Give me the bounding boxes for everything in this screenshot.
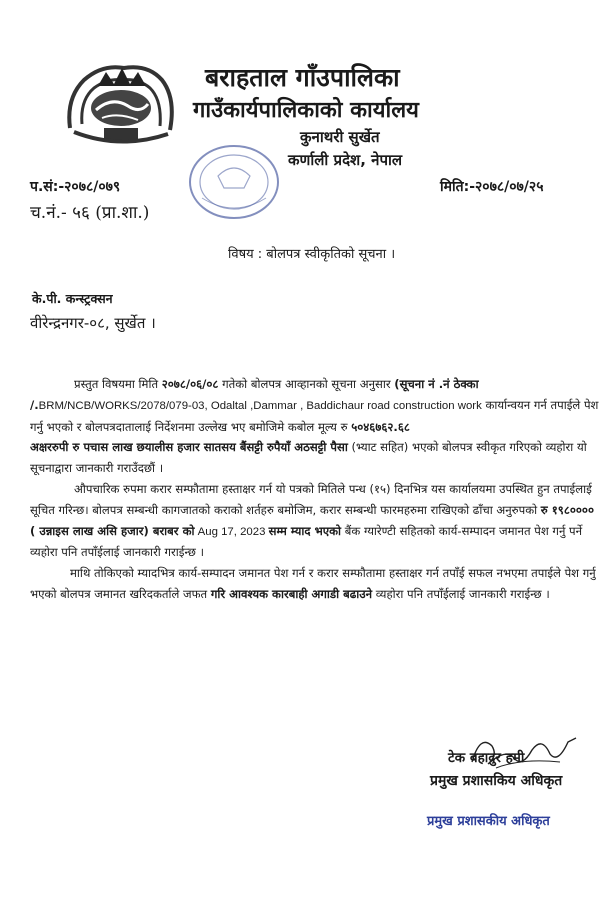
paragraph-acceptance: [30, 374, 602, 479]
bid-amount: ५०४६७६२.६८: [351, 419, 410, 434]
vat-note: (भ्याट सहित): [347, 440, 409, 455]
text: प्रस्तुत विषयमा मिति: [74, 377, 162, 391]
office-location: कुनाथरी सुर्खेत: [300, 128, 380, 146]
office-name: गाउँकार्यपालिकाको कार्यालय: [193, 98, 419, 123]
text: गतेको बोलपत्र आव्हानको सूचना अनुसार: [218, 377, 395, 391]
dispatch-number: च.नं.- ५६ (प्रा.शा.): [30, 203, 150, 223]
notice-number: (सूचना नं .नं ठेक्का /.: [30, 377, 479, 412]
designation-stamp: प्रमुख प्रशासकीय अधिकृत: [427, 814, 550, 829]
letter-body: [30, 374, 602, 605]
text: व्यहोरा पनि तपाँईलाई जानकारी गराईन्छ ।: [372, 586, 550, 601]
bid-amount-words: अक्षररुपी रु पचास लाख छयालीस हजार सातसय बैंसट्टी रुपैयाँ अठसट्टी पैसा: [30, 440, 348, 455]
guarantee-amount: रु १९८०००० ( उन्नाइस लाख असि हजार) बराबर को: [30, 502, 594, 538]
addressee-place: वीरेन्द्रनगर-०८, सुर्खेत ।: [30, 314, 156, 332]
reference-number: प.सं:-२०७८/०७९: [30, 179, 121, 195]
municipality-name: बराहताल गाँउपालिका: [205, 63, 400, 92]
signatory-name: टेक बहादुर हमी: [448, 750, 525, 766]
signatory-title: प्रमुख प्रशासकिय अधिकृत: [430, 773, 563, 789]
paragraph-warning: [30, 563, 602, 605]
action-text: गरि आवश्यक कारबाही अगाडी बढाउने: [210, 586, 373, 601]
paragraph-agreement: [30, 479, 602, 563]
deadline-text: सम्म म्याद भएको: [268, 523, 342, 538]
office-seal-stamp: [182, 140, 284, 224]
text: भएको बोलपत्र स्वीकृत गरिएको व्यहोरा यो सूचनाद्वारा जानकारी गराउँदछौं ।: [30, 440, 587, 476]
municipality-emblem-icon: [62, 58, 180, 150]
province-name: कर्णाली प्रदेश, नेपाल: [288, 151, 403, 169]
text: माथि तोकिएको म्यादभित्र कार्य-सम्पादन जमानत पेश गर्न र करार सम्फौतामा हस्ताक्षर गर्न तपाँई सफल नभएमा तपाईले पेश गर्नु भएको बोलपत्र जमानत खरिदकर्ताले जफत: [30, 566, 596, 601]
text: औपचारिक रुपमा करार सम्फौतामा हस्ताक्षर गर्न यो पत्रको मितिले पन्ध (१५) दिनभित्र यस कार्यालयमा उपस्थित हुन तपाईलाई सूचित गरिन्छ। बोलपत्र सम्बन्धी कागजातको कराको शर्तहरु बमोजिम, करार सम्बन्धी फारमहरुमा राखिएको ढाँचा अनुरुपको: [30, 481, 592, 517]
addressee-name: के.पी. कन्स्ट्रक्सन: [32, 291, 113, 306]
notice-date: २०७८/०६/०८: [161, 377, 219, 391]
contract-code: BRM/NCB/WORKS/2078/079-03, Odaltal ,Dammar , Baddichaur road construction work: [38, 399, 482, 412]
letter-subject: विषय : बोलपत्र स्वीकृतिको सूचना ।: [228, 247, 396, 262]
text: बैंक ग्यारेण्टी सहितको कार्य-सम्पादन जमानत पेश गर्नु पर्ने व्यहोरा पनि तपाँईलाई जानकारी गराईन्छ ।: [30, 523, 583, 560]
guarantee-date: Aug 17, 2023: [194, 525, 269, 538]
letter-date: मिति:-२०७८/०७/२५: [440, 179, 544, 195]
text: कार्यान्वयन गर्न तपाईले पेश गर्नु भएको र बोलपत्रदातालाई निर्देशनमा उल्लेख भए बमोजिमे कबोल मूल्य रु: [30, 397, 599, 434]
